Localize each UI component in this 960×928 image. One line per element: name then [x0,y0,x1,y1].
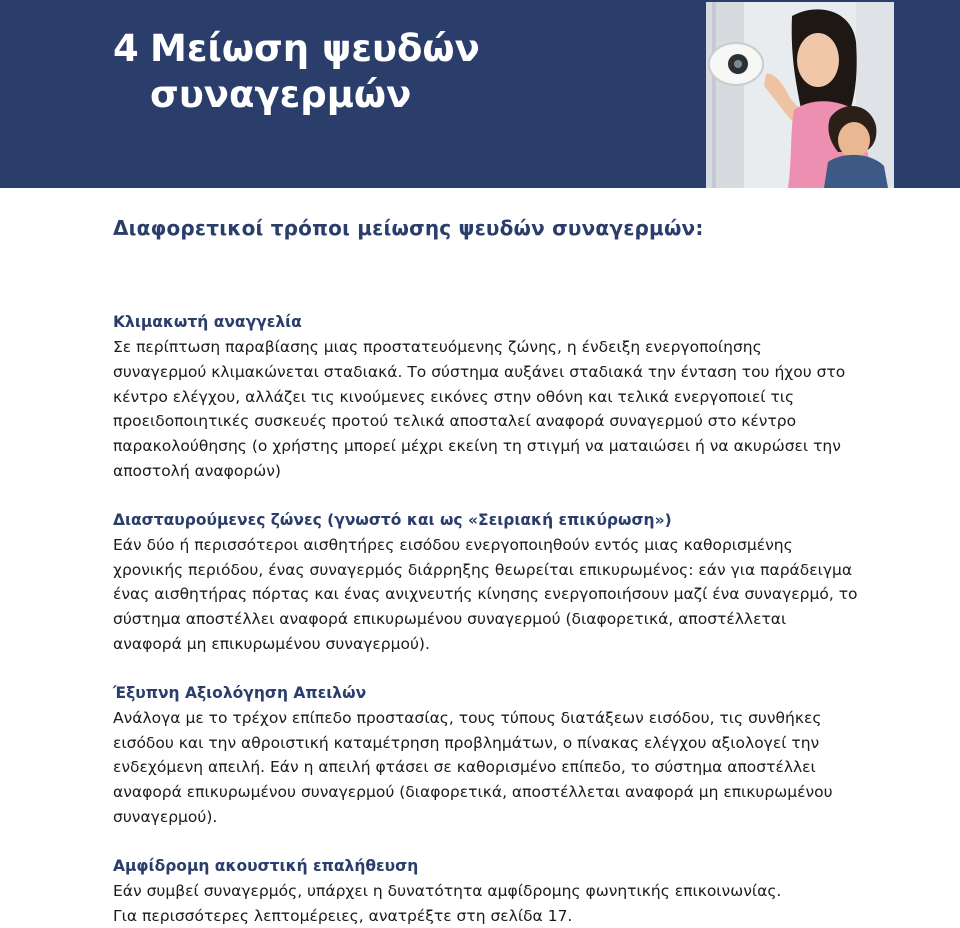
text-line: παρακολούθησης (ο χρήστης μπορεί μέχρι εκείνη τη στιγμή να ματαιώσει ή να ακυρώσει την [113,437,841,456]
header-photo [706,2,894,188]
content [113,310,913,928]
text-line: Ανάλογα με το τρέχον επίπεδο προστασίας, τους τύπους διατάξεων εισόδου, τις συνθήκες [113,708,822,727]
text-line: ένας αισθητήρας πόρτας και ένας ανιχνευτής κίνησης ενεργοποιήσουν μαζί ένα συναγερμό, το [113,585,858,604]
block-title: Αμφίδρομη ακουστική επαλήθευση [113,856,419,875]
text-line: Για περισσότερες λεπτομέρειες, ανατρέξτε στη σελίδα 17. [113,906,573,925]
chapter-number: 4 [113,27,139,70]
text-line: αναφορά μη επικυρωμένου συναγερμού). [113,634,430,653]
block-cross-zones [113,508,913,657]
text-line: αποστολή αναφορών) [113,461,281,480]
text-line: συναγερμού κλιμακώνεται σταδιακά. Το σύστημα αυξάνει σταδιακά την ένταση του ήχου στο [113,362,846,381]
section-heading: Διαφορετικοί τρόποι μείωσης ψευδών συναγερμών: [113,216,704,240]
block-two-way-audio [113,854,913,928]
block-body [113,879,913,928]
chapter-title [113,26,673,118]
text-line: χρονικής περιόδου, ένας συναγερμός διάρρηξης θεωρείται επικυρωμένος: εάν για παράδειγμα [113,560,853,579]
block-body [113,706,913,830]
photo-illustration [706,2,894,188]
text-line: ενδεχόμενη απειλή. Εάν η απειλή φτάσει σε καθορισμένο επίπεδο, το σύστημα αποστέλλει [113,758,816,777]
text-line: Σε περίπτωση παραβίασης μιας προστατευόμενης ζώνης, η ένδειξη ενεργοποίησης [113,338,762,356]
block-body [113,533,913,657]
chapter-title-line2: συναγερμών [150,73,412,116]
block-escalating-announcement [113,310,913,484]
block-body [113,335,913,484]
block-title: Έξυπνη Αξιολόγηση Απειλών [113,683,367,702]
block-title: Κλιμακωτή αναγγελία [113,313,302,331]
block-title: Διασταυρούμενες ζώνες (γνωστό και ως «Σειριακή επικύρωση») [113,510,672,529]
block-smart-threat-assessment [113,681,913,830]
text-line: σύστημα αποστέλλει αναφορά επικυρωμένου συναγερμού (διαφορετικά, αποστέλλεται [113,610,787,629]
text-line: κέντρο ελέγχου, αλλάζει τις κινούμενες εικόνες στην οθόνη και τελικά ενεργοποιεί τις [113,387,795,406]
chapter-title-line1: Μείωση ψευδών [150,27,480,70]
text-line: αναφορά επικυρωμένου συναγερμού (διαφορετικά, αποστέλλεται αναφορά μη επικυρωμένου [113,783,833,802]
text-line: εισόδου και την αθροιστική καταμέτρηση προβλημάτων, ο πίνακας ελέγχου αξιολογεί την [113,733,820,752]
text-line: Εάν συμβεί συναγερμός, υπάρχει η δυνατότητα αμφίδρομης φωνητικής επικοινωνίας. [113,881,782,900]
text-line: Εάν δύο ή περισσότεροι αισθητήρες εισόδου ενεργοποιηθούν εντός μιας καθορισμένης [113,535,793,554]
text-line: προειδοποιητικές συσκευές προτού τελικά αποσταλεί αναφορά συναγερμού στο κέντρο [113,412,797,431]
text-line: συναγερμού). [113,807,218,826]
